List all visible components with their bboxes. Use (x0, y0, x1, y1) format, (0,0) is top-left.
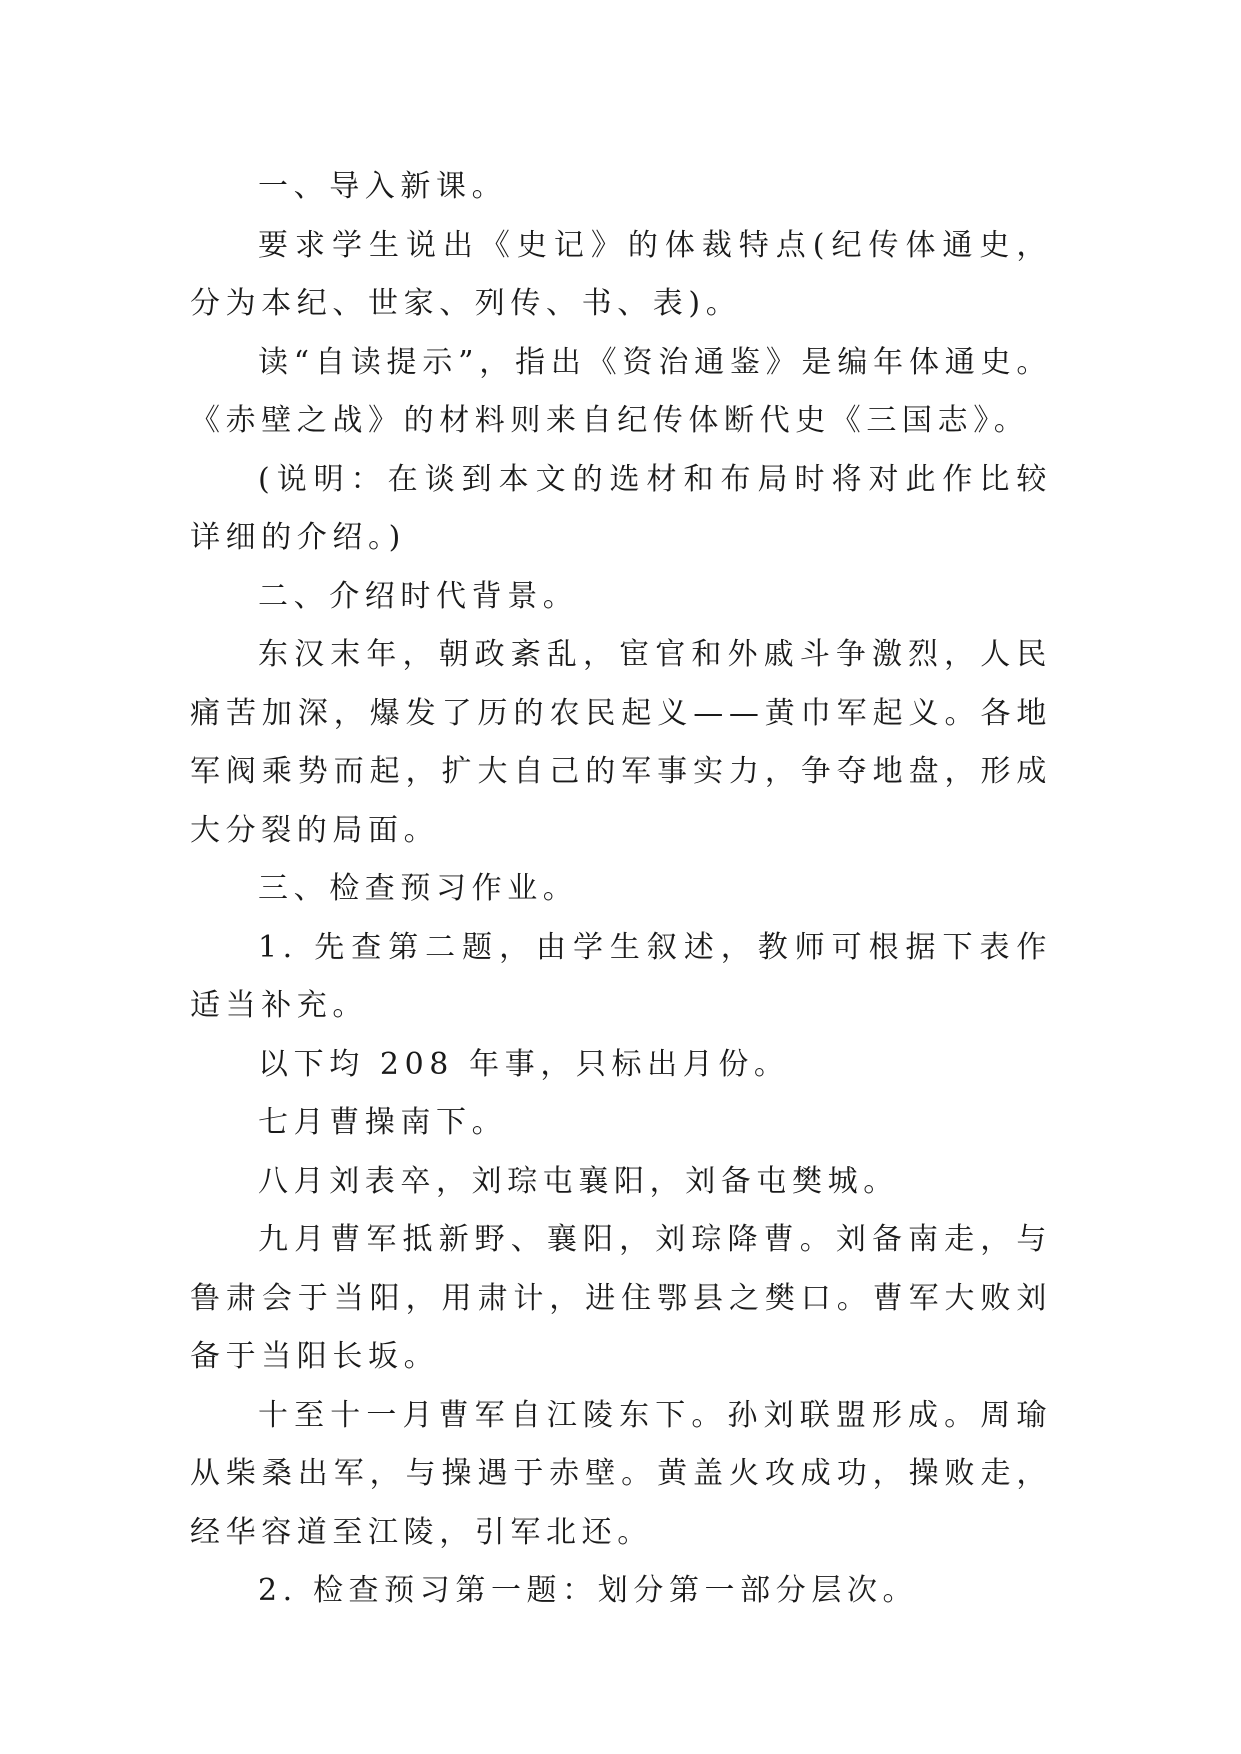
paragraph: 东汉末年，朝政紊乱，宦官和外戚斗争激烈，人民痛苦加深，爆发了历的农民起义——黄巾军起义。各地军阀乘势而起，扩大自己的军事实力，争夺地盘，形成大分裂的局面。 (190, 637, 1052, 848)
timeline-item: 九月曹军抵新野、襄阳，刘琮降曹。刘备南走，与鲁肃会于当阳，用肃计，进住鄂县之樊口。曹军大败刘备于当阳长坂。 (190, 1222, 1052, 1374)
paragraph-note: (说明：在谈到本文的选材和布局时将对此作比较详细的介绍。) (190, 461, 1052, 555)
document-body (190, 158, 1052, 1621)
timeline-item: 七月曹操南下。 (258, 1105, 508, 1140)
paragraph: 以下均 208 年事，只标出月份。 (258, 1046, 790, 1082)
section-heading-background: 二、介绍时代背景。 (258, 578, 579, 614)
paragraph: 1. 先查第二题，由学生叙述，教师可根据下表作适当补充。 (190, 929, 1052, 1023)
section-heading-homework: 三、检查预习作业。 (258, 871, 579, 906)
timeline-item: 八月刘表卒，刘琮屯襄阳，刘备屯樊城。 (258, 1163, 899, 1199)
paragraph: 2. 检查预习第一题：划分第一部分层次。 (258, 1573, 919, 1608)
paragraph: 读“自读提示”，指出《资治通鉴》是编年体通史。《赤壁之战》的材料则来自纪传体断代史《三国志》。 (190, 344, 1052, 438)
paragraph: 要求学生说出《史记》的体裁特点(纪传体通史，分为本纪、世家、列传、书、表)。 (190, 227, 1052, 321)
section-heading-intro: 一、导入新课。 (258, 169, 508, 204)
timeline-item: 十至十一月曹军自江陵东下。孙刘联盟形成。周瑜从柴桑出军，与操遇于赤壁。黄盖火攻成功，操败走，经华容道至江陵，引军北还。 (190, 1397, 1052, 1550)
